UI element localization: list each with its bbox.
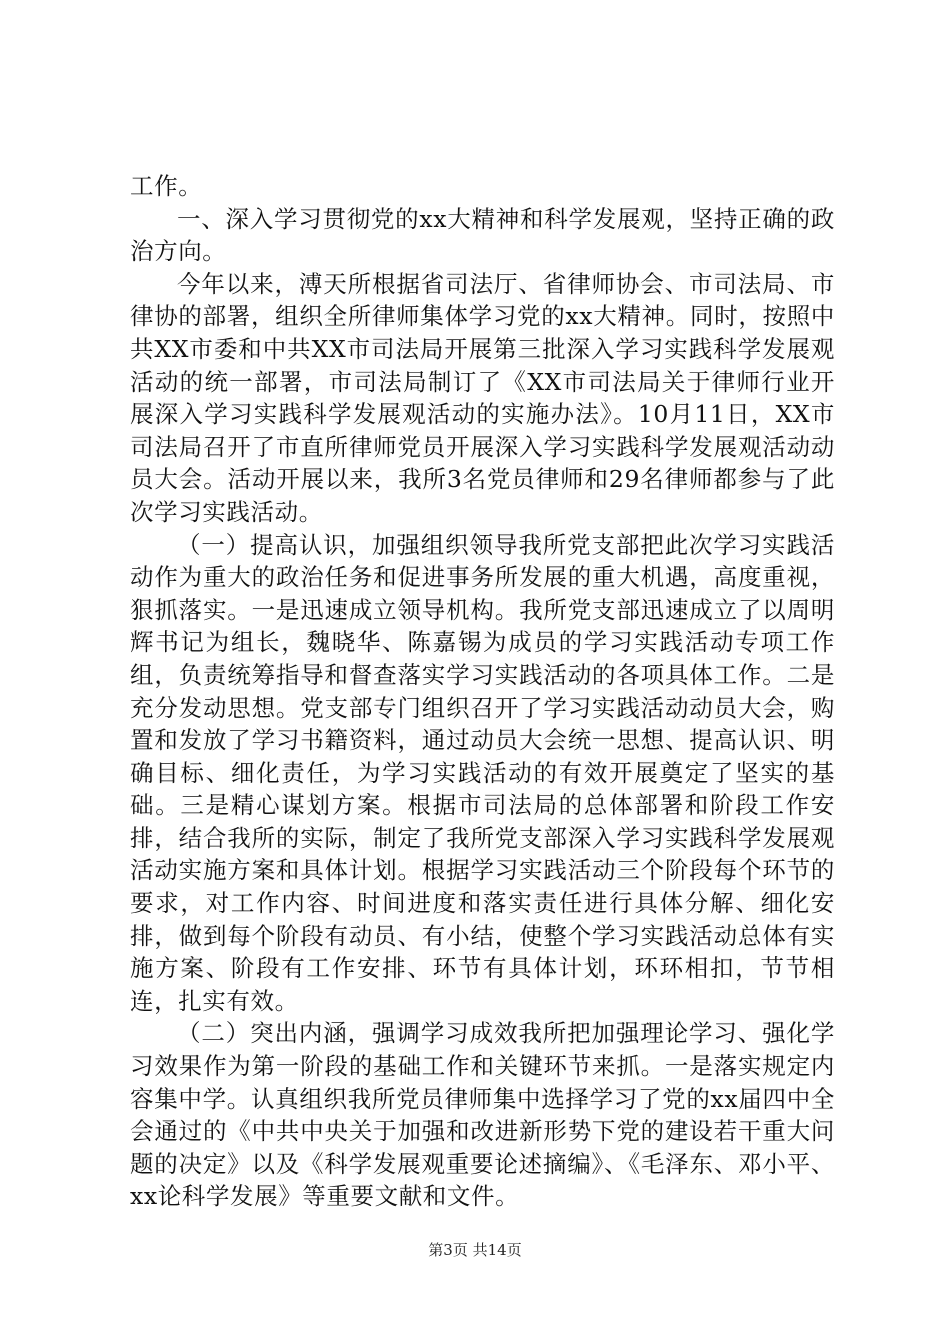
page-number-label: 第3页 共14页 bbox=[428, 1241, 522, 1259]
section-heading-one: 一、深入学习贯彻党的xx大精神和科学发展观，坚持正确的政治方向。 bbox=[130, 204, 835, 266]
paragraph-subsection-one: （一）提高认识，加强组织领导我所党支部把此次学习实践活动作为重大的政治任务和促进事务所发展的重大机遇，高度重视，狠抓落实。一是迅速成立领导机构。我所党支部迅速成立了以周明辉书记为组长，魏晓华、陈嘉锡为成员的学习实践活动专项工作组，负责统筹指导和督查落实学习实践活动的各项具体工作。二是充分发动思想。党支部专门组织召开了学习实践活动动员大会，购置和发放了学习书籍资料，通过动员大会统一思想、提高认识、明确目标、细化责任，为学习实践活动的有效开展奠定了坚实的基础。三是精心谋划方案。根据市司法局的总体部署和阶段工作安排，结合我所的实际，制定了我所党支部深入学习实践科学发展观活动实施方案和具体计划。根据学习实践活动三个阶段每个环节的要求，对工作内容、时间进度和落实责任进行具体分解、细化安排，做到每个阶段有动员、有小结，使整个学习实践活动总体有实施方案、阶段有工作安排、环节有具体计划，环环相扣，节节相连，扎实有效。 bbox=[130, 530, 835, 1015]
page-footer bbox=[0, 1240, 950, 1260]
paragraph-overview: 今年以来，溥天所根据省司法厅、省律师协会、市司法局、市律协的部署，组织全所律师集体学习党的xx大精神。同时，按照中共XX市委和中共XX市司法局开展第三批深入学习实践科学发展观活动的统一部署，市司法局制订了《XX市司法局关于律师行业开展深入学习实践科学发展观活动的实施办法》。10月11日，XX市司法局召开了市直所律师党员开展深入学习实践科学发展观活动动员大会。活动开展以来，我所3名党员律师和29名律师都参与了此次学习实践活动。 bbox=[130, 269, 835, 526]
paragraph-continuation: 工作。 bbox=[130, 172, 203, 200]
document-body bbox=[130, 170, 835, 1213]
paragraph-subsection-two: （二）突出内涵，强调学习成效我所把加强理论学习、强化学习效果作为第一阶段的基础工作和关键环节来抓。一是落实规定内容集中学。认真组织我所党员律师集中选择学习了党的xx届四中全会通过的《中共中央关于加强和改进新形势下党的建设若干重大问题的决定》以及《科学发展观重要论述摘编》、《毛泽东、邓小平、xx论科学发展》等重要文献和文件。 bbox=[130, 1019, 835, 1211]
